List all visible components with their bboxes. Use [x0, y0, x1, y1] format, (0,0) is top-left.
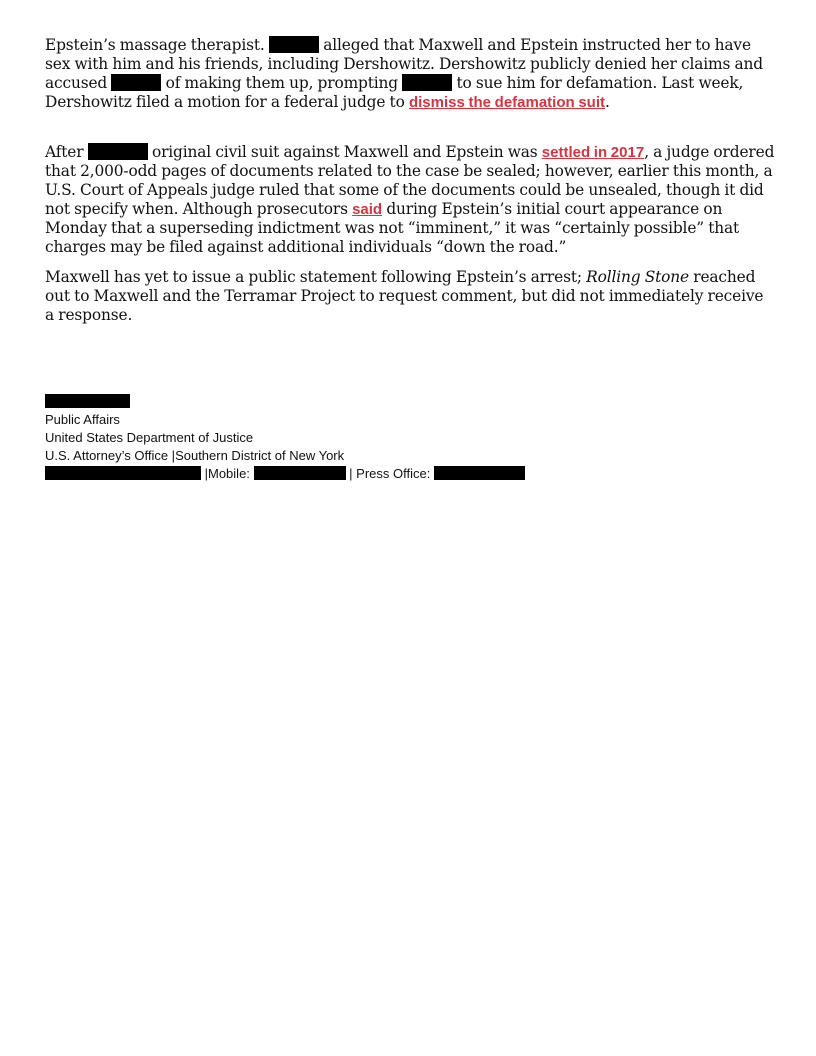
dismiss-defamation-suit-link[interactable]: dismiss the defamation suit — [408, 94, 605, 111]
p1-text-5: . — [605, 93, 610, 111]
redaction-box — [45, 394, 130, 408]
signature-contact-line — [45, 465, 775, 483]
p2-text-4: during Epstein’s initial court appearance on Monday that a superseding indictment was not “imminent,” it was “certainly possible” that charges may be filed against additional individuals “down the road.” — [45, 200, 740, 256]
redaction-box — [254, 466, 346, 480]
redaction-box — [434, 466, 525, 480]
settled-in-2017-link[interactable]: settled in 2017 — [541, 144, 645, 161]
rolling-stone-italic: Rolling Stone — [586, 268, 689, 286]
signature-office: U.S. Attorney’s Office |Southern District of New York — [45, 448, 345, 463]
redaction-box — [45, 466, 201, 480]
p3-text-2: reached out to Maxwell and the Terramar Project to request comment, but did not immediately receive a response. — [45, 268, 764, 324]
paragraph-3 — [45, 268, 775, 325]
p1-text-4: to sue him for defamation. Last week, Dershowitz filed a motion for a federal judge to — [45, 74, 744, 111]
press-office-label: | Press Office: — [349, 466, 431, 481]
p2-text-3: , a judge ordered that 2,000-odd pages of documents related to the case be sealed; however, earlier this month, a U.S. Court of Appeals judge ruled that some of the documents could be unsealed, though it did not specify when. Although prosecutors — [45, 143, 775, 218]
p1-text-2: alleged that Maxwell and Epstein instructed her to have sex with him and his friends, including Dershowitz. Dershowitz publicly denied her claims and accused — [45, 36, 763, 92]
redaction-box — [269, 36, 319, 53]
signature-department: United States Department of Justice — [45, 430, 254, 445]
signature-title: Public Affairs — [45, 412, 120, 427]
p1-text-1: Epstein’s massage therapist. — [45, 36, 265, 54]
p2-text-1: After — [45, 143, 84, 161]
mobile-label: |Mobile: — [204, 466, 250, 481]
p2-text-2: original civil suit against Maxwell and Epstein was — [151, 143, 538, 161]
p3-text-1: Maxwell has yet to issue a public statement following Epstein’s arrest; — [45, 268, 582, 286]
signature-name-line — [45, 393, 775, 411]
p1-text-3: of making them up, prompting — [165, 74, 399, 92]
signature-block — [45, 393, 775, 483]
redaction-box — [111, 74, 161, 91]
paragraph-2 — [45, 143, 775, 257]
said-link[interactable]: said — [352, 201, 383, 218]
paragraph-1 — [45, 36, 775, 112]
redaction-box — [88, 143, 148, 160]
redaction-box — [402, 74, 452, 91]
document-page — [45, 36, 775, 483]
